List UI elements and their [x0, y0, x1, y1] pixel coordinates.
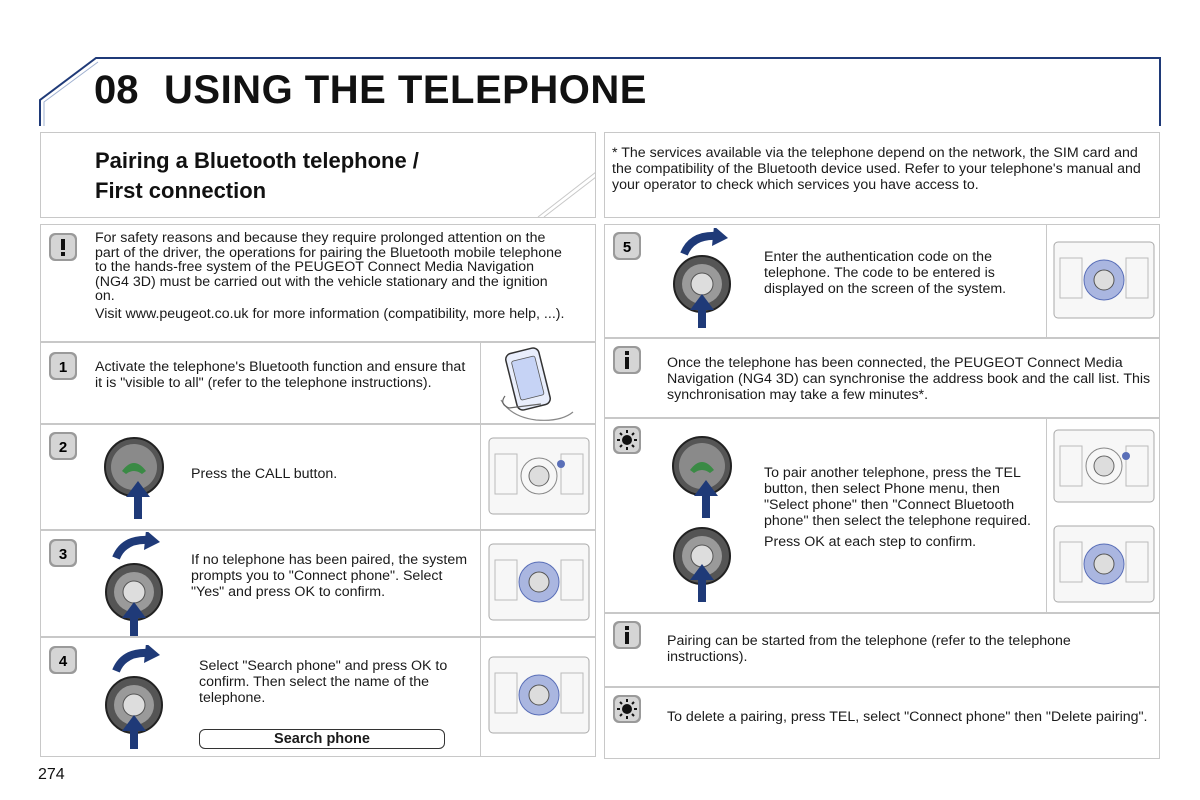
svg-text:4: 4	[58, 653, 68, 670]
rotary-knob-icon	[668, 228, 738, 332]
step-5-badge	[612, 231, 642, 261]
step-5-text: Enter the authentication code on the telephone. The code to be entered is displayed on the screen of the system.	[764, 249, 1007, 297]
section-title-line1: Pairing a Bluetooth telephone /	[95, 148, 419, 173]
step-3-figure	[480, 530, 596, 637]
page-number: 274	[38, 766, 65, 783]
svg-text:3: 3	[58, 546, 68, 563]
warning-paragraph-1: For safety reasons and because they require prolonged attention on the part of the driver, the operations for pairing the Bluetooth mobile telephone to the hands-free system of the PEUGEOT Connect Media Navigation (NG4 3D) must be carried out with the vehicle stationary and the ignition on.	[95, 230, 562, 304]
step-1-text: Activate the telephone's Bluetooth function and ensure that it is "visible to all" (refer to the telephone instructions).	[95, 359, 466, 391]
dashboard-panel-icon	[1047, 418, 1161, 516]
warning-text	[95, 231, 570, 321]
phone-hand-icon	[481, 342, 597, 424]
tip-1-figure-top	[1046, 418, 1160, 516]
step-1-badge	[48, 351, 78, 381]
step-1-figure	[480, 342, 596, 424]
step-4-text: Select "Search phone" and press OK to confirm. Then select the name of the telephone.	[199, 658, 448, 706]
section-title-line2: First connection	[95, 178, 267, 203]
info-icon	[612, 345, 642, 375]
info-text-1: Once the telephone has been connected, the PEUGEOT Connect Media Navigation (NG4 3D) can synchronise the address book and the call list. This synchronisation may take a few minutes*.	[667, 355, 1151, 403]
step-2-figure	[480, 424, 596, 530]
call-button-icon	[100, 433, 170, 521]
section-title	[95, 146, 419, 206]
svg-text:1: 1	[58, 359, 68, 376]
dashboard-panel-icon	[1047, 224, 1161, 338]
dashboard-panel-icon	[481, 424, 597, 530]
info-text-2: Pairing can be started from the telephone (refer to the telephone instructions).	[667, 633, 1071, 665]
warning-paragraph-2: Visit www.peugeot.co.uk for more information (compatibility, more help, ...).	[95, 305, 565, 322]
step-3-badge	[48, 538, 78, 568]
tip-icon	[612, 425, 642, 455]
info-icon	[612, 620, 642, 650]
dashboard-panel-icon	[1047, 516, 1161, 613]
rotary-knob-icon	[100, 532, 170, 636]
tip-1-paragraph-2: Press OK at each step to confirm.	[764, 534, 977, 550]
warning-icon	[48, 232, 78, 262]
tip-icon	[612, 694, 642, 724]
tip-text-2: To delete a pairing, press TEL, select "Connect phone" then "Delete pairing".	[667, 709, 1148, 725]
step-2-badge	[48, 431, 78, 461]
rotary-knob-icon	[100, 645, 170, 751]
rotary-knob-icon	[668, 524, 738, 604]
step-5-figure	[1046, 224, 1160, 338]
call-button-icon	[668, 432, 738, 520]
tip-text-1	[764, 465, 1039, 550]
chapter-title: USING THE TELEPHONE	[164, 68, 647, 112]
step-4-badge	[48, 645, 78, 675]
step-2-text: Press the CALL button.	[191, 466, 338, 482]
dashboard-panel-icon	[481, 530, 597, 637]
dashboard-panel-icon	[481, 637, 597, 757]
step-3-text: If no telephone has been paired, the system prompts you to "Connect phone". Select "Yes" and press OK to confirm.	[191, 552, 468, 600]
title-box-corner	[530, 170, 596, 218]
chapter-number: 08	[94, 68, 139, 112]
step-4-figure	[480, 637, 596, 757]
footnote-text: * The services available via the telephone depend on the network, the SIM card and the compatibility of the Bluetooth device used. Refer to your telephone's manual and your operator to check which services you have access to.	[612, 145, 1141, 193]
tip-1-figure-bottom	[1046, 516, 1160, 613]
svg-text:5: 5	[622, 239, 632, 256]
tip-1-paragraph-1: To pair another telephone, press the TEL button, then select Phone menu, then "Select phone" then "Connect Bluetooth phone" then select the telephone required.	[764, 465, 1031, 529]
search-phone-button[interactable]: Search phone	[199, 729, 445, 749]
svg-text:2: 2	[58, 439, 68, 456]
